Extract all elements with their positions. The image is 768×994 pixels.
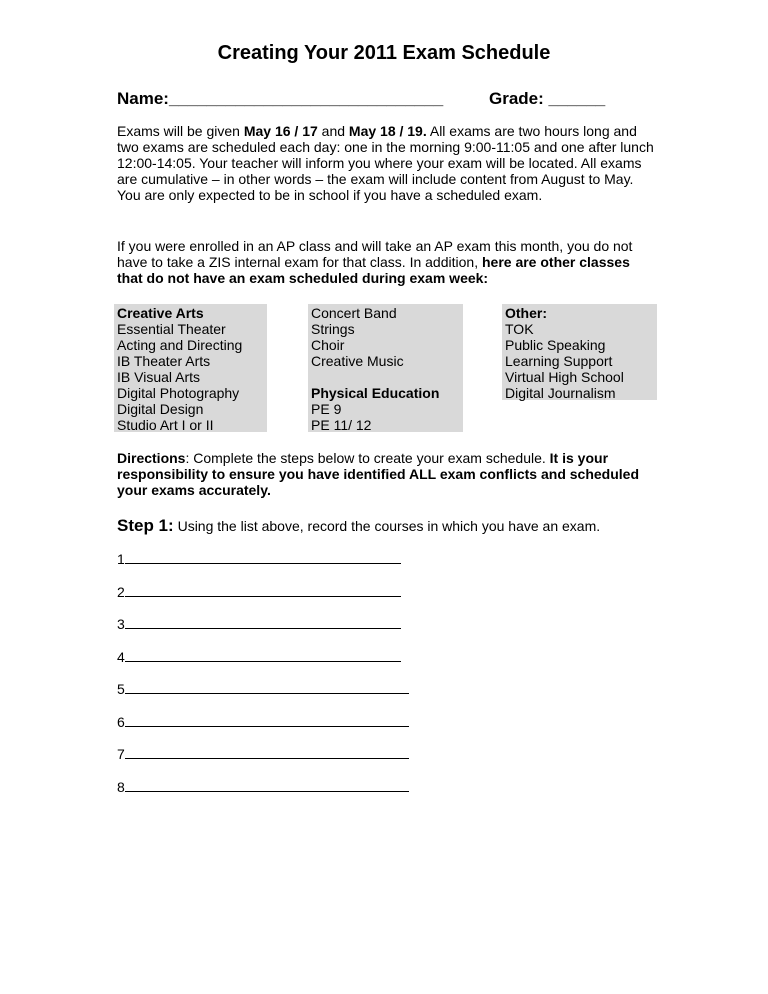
list-item: Essential Theater bbox=[117, 321, 226, 337]
course-blank-6[interactable]: 6 bbox=[117, 714, 409, 730]
music-pe-list bbox=[311, 305, 439, 433]
grade-field[interactable]: Grade: ______ bbox=[489, 89, 606, 108]
ap-exam-paragraph: If you were enrolled in an AP class and will take an AP exam this month, you do not have to take a ZIS internal exam for that class. In addition, here are other classes that do not have an exam scheduled during exam week: bbox=[117, 238, 633, 286]
course-blank-7[interactable]: 7 bbox=[117, 746, 409, 762]
name-field[interactable]: Name:_____________________________ bbox=[117, 89, 444, 108]
course-blank-1[interactable]: 1 bbox=[117, 551, 401, 567]
list-item: IB Theater Arts bbox=[117, 353, 211, 369]
list-item: TOK bbox=[505, 321, 534, 337]
course-blank-3[interactable]: 3 bbox=[117, 616, 401, 632]
creative-arts-list bbox=[117, 305, 242, 433]
exam-dates-paragraph: Exams will be given May 16 / 17 and May 18 / 19. All exams are two hours long and two exams are scheduled each day: one in the morning 9:00-11:05 and one after lunch 12:00-14:05. Your teacher will inform you where your exam will be located. All exams are cumulative – in other words – the exam will include content from August to May. You are only expected to be in school if you have a scheduled exam. bbox=[117, 123, 654, 203]
step-1-label: Step 1: bbox=[117, 516, 174, 535]
physical-education-heading: Physical Education bbox=[311, 385, 440, 401]
course-blank-8[interactable]: 8 bbox=[117, 779, 409, 795]
list-item: Virtual High School bbox=[505, 369, 624, 385]
list-item: Studio Art I or II bbox=[117, 417, 214, 433]
list-item: Learning Support bbox=[505, 353, 613, 369]
list-item: PE 11/ 12 bbox=[311, 417, 372, 433]
page-title: Creating Your 2011 Exam Schedule bbox=[217, 42, 551, 64]
creative-arts-heading: Creative Arts bbox=[117, 305, 204, 321]
course-blank-2[interactable]: 2 bbox=[117, 584, 401, 600]
list-item: Creative Music bbox=[311, 353, 404, 369]
list-item: Strings bbox=[311, 321, 355, 337]
list-item: Digital Photography bbox=[117, 385, 240, 401]
list-item: PE 9 bbox=[311, 401, 342, 417]
directions-paragraph: Directions: Complete the steps below to create your exam schedule. It is your responsibility to ensure you have identified ALL exam conflicts and scheduled your exams accurately. bbox=[117, 450, 640, 498]
step-1-instruction: Step 1: Using the list above, record the courses in which you have an exam. bbox=[117, 516, 601, 535]
course-blank-5[interactable]: 5 bbox=[117, 681, 409, 697]
list-item: Choir bbox=[311, 337, 345, 353]
list-item: Public Speaking bbox=[505, 337, 606, 353]
course-blank-4[interactable]: 4 bbox=[117, 649, 401, 665]
other-heading: Other: bbox=[505, 305, 547, 321]
list-item: Acting and Directing bbox=[117, 337, 243, 353]
other-list bbox=[505, 305, 624, 401]
list-item: Digital Design bbox=[117, 401, 204, 417]
list-item: Concert Band bbox=[311, 305, 397, 321]
list-item: IB Visual Arts bbox=[117, 369, 201, 385]
list-item: Digital Journalism bbox=[505, 385, 616, 401]
